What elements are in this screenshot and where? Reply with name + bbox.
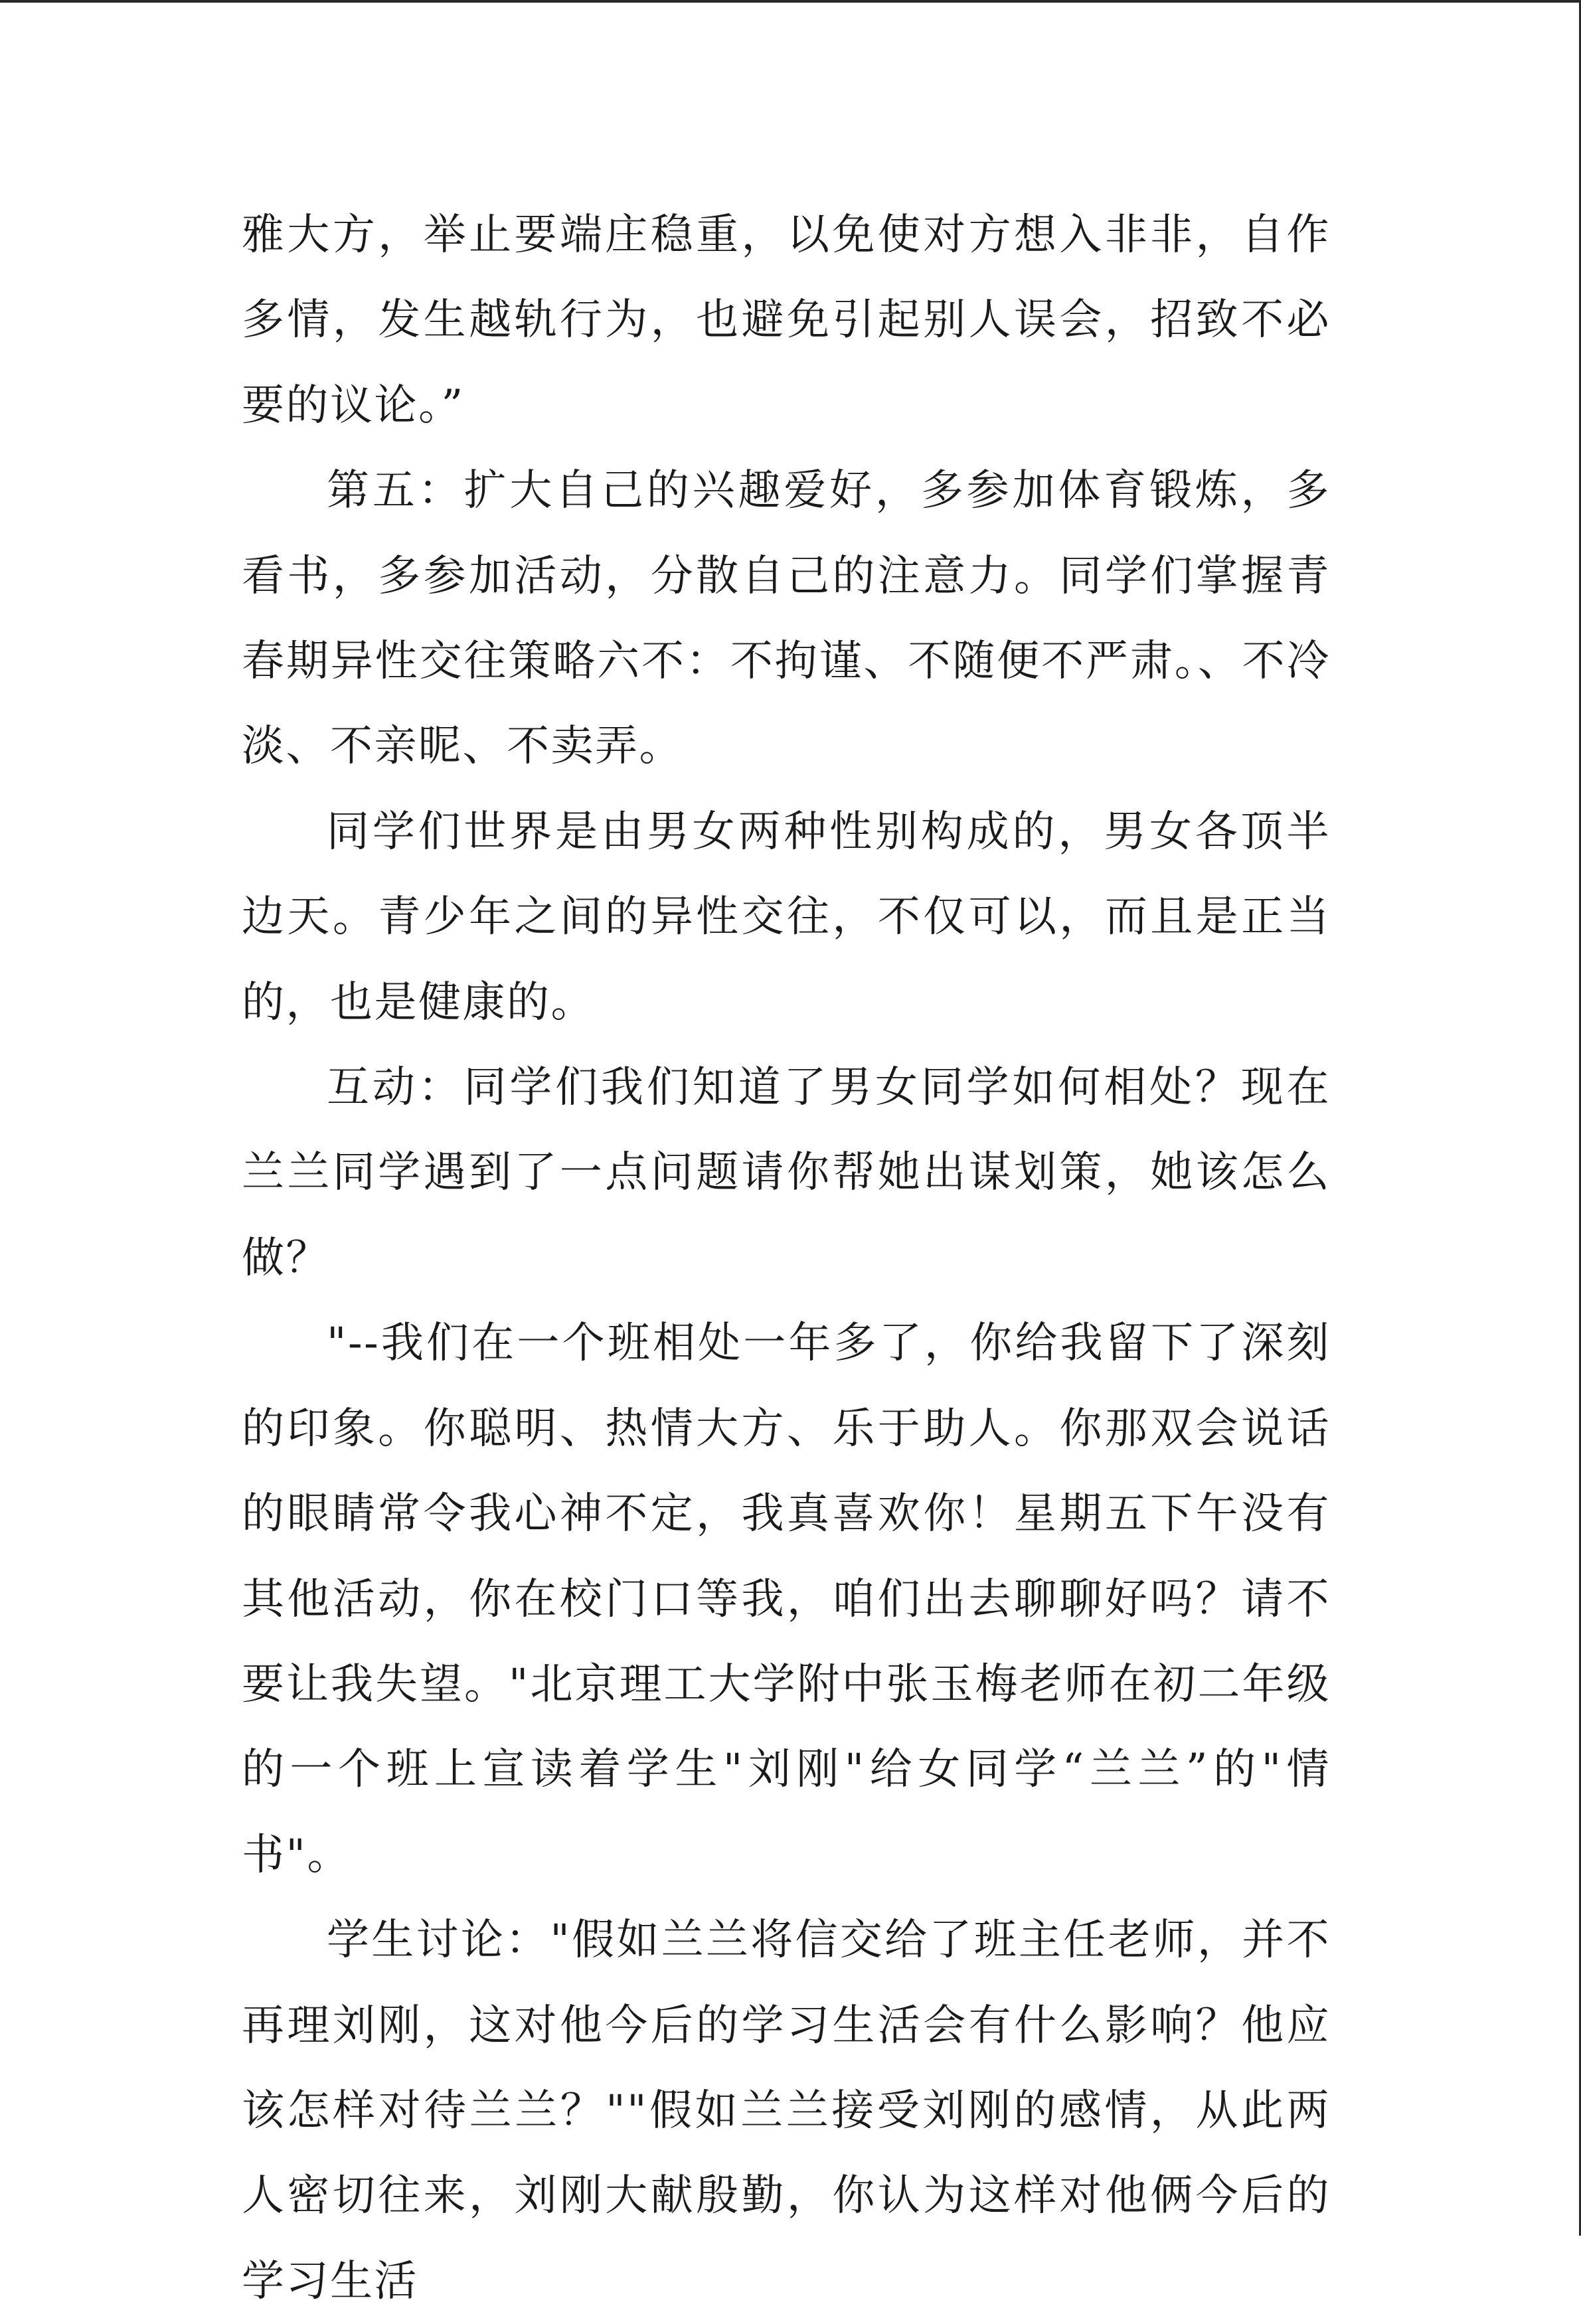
body-text bbox=[242, 193, 1331, 2324]
paragraph-continuation: 雅大方，举止要端庄稳重，以免使对方想入非非，自作多情，发生越轨行为，也避免引起别人误会，招致不必要的议论。” bbox=[242, 210, 1331, 430]
page-top-border bbox=[0, 0, 1581, 3]
paragraph-student-discussion: 学生讨论："假如兰兰将信交给了班主任老师，并不再理刘刚，这对他今后的学习生活会有什么影响？他应该怎样对待兰兰？""假如兰兰接受刘刚的感情，从此两人密切往来，刘刚大献殷勤，你认为这样对他俩今后的学习生活 bbox=[242, 1916, 1331, 2306]
paragraph-interaction: 互动：同学们我们知道了男女同学如何相处？现在兰兰同学遇到了一点问题请你帮她出谋划策，她该怎么做？ bbox=[242, 1063, 1331, 1283]
paragraph-letter-quote: "--我们在一个班相处一年多了，你给我留下了深刻的印象。你聪明、热情大方、乐于助人。你那双会说话的眼睛常令我心神不定，我真喜欢你！星期五下午没有其他活动，你在校门口等我，咱们出去聊聊好吗？请不要让我失望。"北京理工大学附中张玉梅老师在初二年级的一个班上宣读着学生"刘刚"给女同学“兰兰”的"情书"。 bbox=[242, 1319, 1331, 1880]
paragraph-fifth-point: 第五：扩大自己的兴趣爱好，多参加体育锻炼，多看书，多参加活动，分散自己的注意力。同学们掌握青春期异性交往策略六不：不拘谨、不随便不严肃。、不冷淡、不亲昵、不卖弄。 bbox=[242, 466, 1331, 772]
paragraph-summary: 同学们世界是由男女两种性别构成的，男女各顶半边天。青少年之间的异性交往，不仅可以，而且是正当的，也是健康的。 bbox=[242, 807, 1331, 1027]
